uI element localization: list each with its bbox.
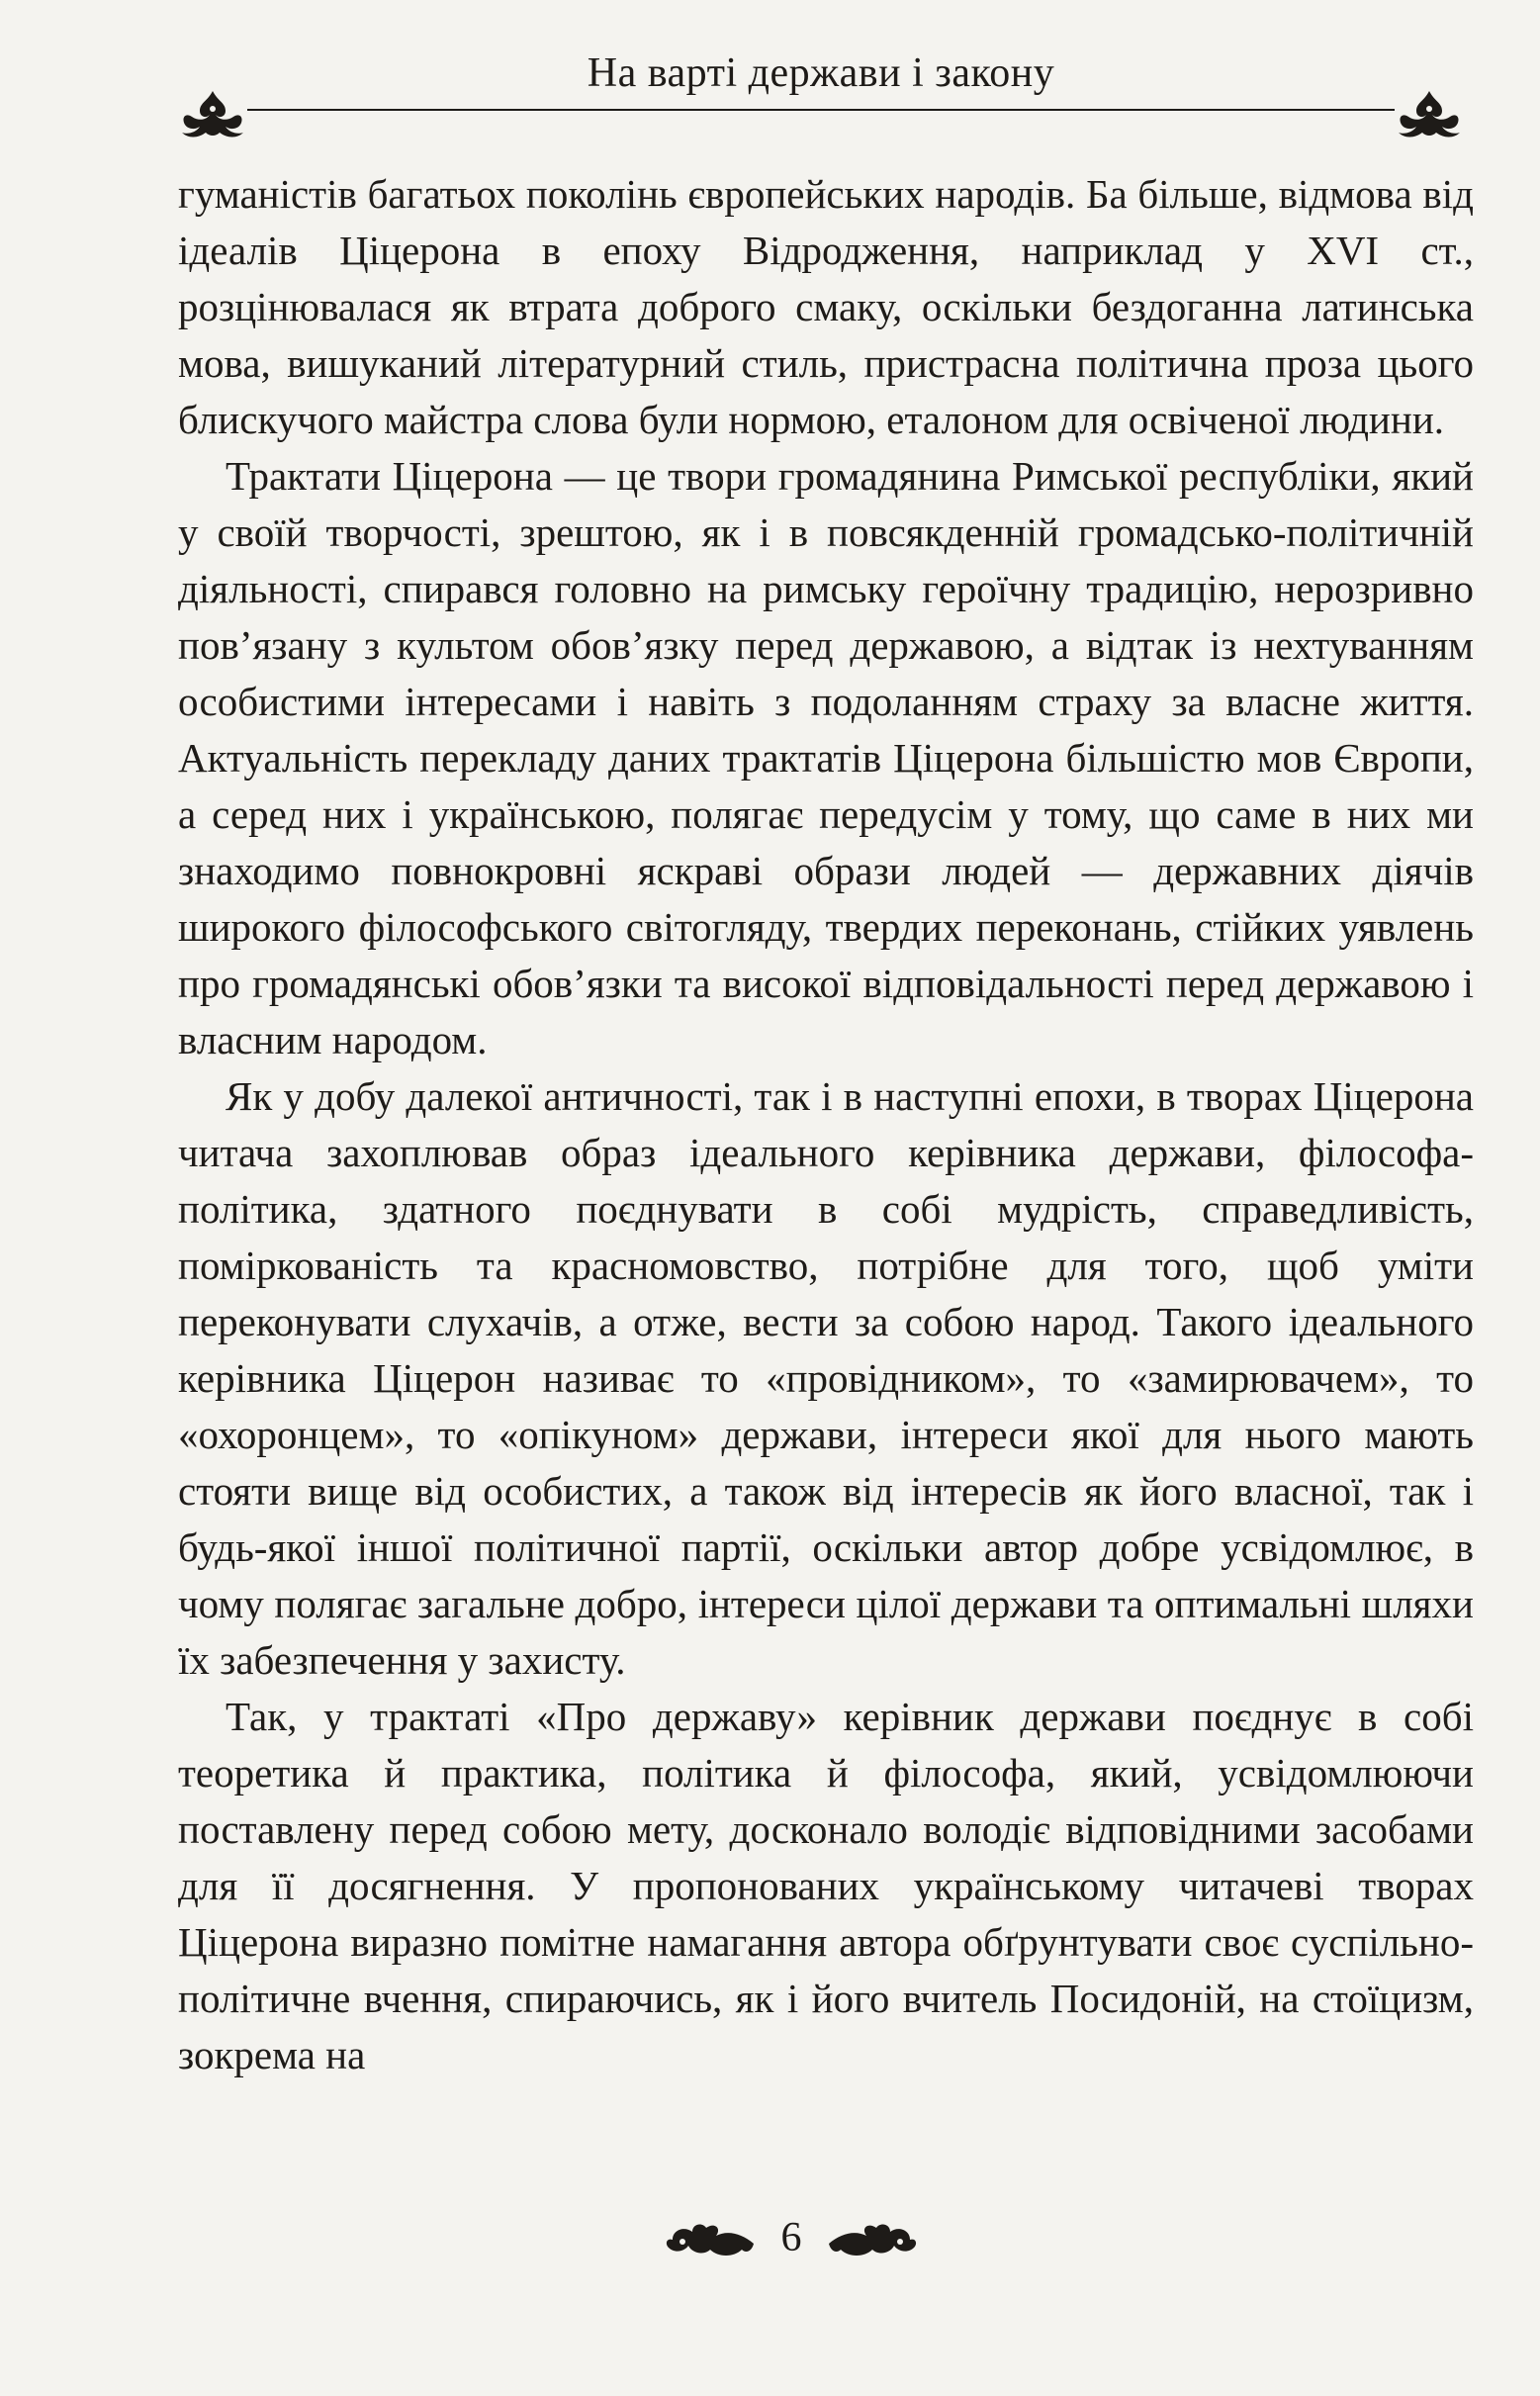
paragraph: гуманістів багатьох поколінь європейських народів. Ба більше, відмова від ідеалів Ціцерона в епоху Відродження, наприклад у XVI ст., розцінювалася як втрата доброго смаку, оскільки бездоганна латинська мова, вишуканий літературний стиль, пристрасна політична проза цього блискучого майстра слова були нормою, еталоном для освіченої людини. [178,171,1474,442]
page-footer [663,2208,920,2277]
body-text [178,166,1474,2083]
running-header [178,40,1464,129]
page-number: 6 [780,2215,802,2260]
paragraph: Так, у трактаті «Про державу» керівник держави поєднує в собі теоретика й практика, політика й філософа, який, усвідомлюючи поставлену перед собою мету, досконало володіє відповідними засобами для її досягнення. У пропонованих українському читачеві творах Ціцерона виразно помітне намагання автора обґрунтувати своє суспільно-політичне вчення, спираючись, як і його вчитель Посидоній, на стоїцизм, зокрема на [178,1694,1474,2077]
header-rule [247,109,1395,111]
leaf-scroll-ornament-icon [826,2220,920,2263]
header-title: На варті держави і закону [587,50,1055,96]
fleuron-ornament-icon [1395,87,1464,142]
paragraph: Трактати Ціцерона — це твори громадянина Римської республіки, який у своїй творчості, зрештою, як і в повсякденній громадсько-політичній діяльності, спирався головно на римську героїчну традицію, нерозривно пов’язану з культом обов’язку перед державою, а відтак із нехтуванням особистими інтересами і навіть з подоланням страху за власне життя. Актуальність перекладу даних трактатів Ціцерона більшістю мов Європи, а серед них і українською, полягає передусім у тому, що саме в них ми знаходимо повнокровні яскраві образи людей — державних діячів широкого філософського світогляду, твердих переконань, стійких уявлень про громадянські обов’язки та високої відповідальності перед державою і власним народом. [178,453,1474,1062]
paragraph: Як у добу далекої античності, так і в наступні епохи, в творах Ціцерона читача захоплював образ ідеального керівника держави, філософа-політика, здатного поєднувати в собі мудрість, справедливість, поміркованість та красномовство, потрібне для того, щоб уміти переконувати слухачів, а отже, вести за собою народ. Такого ідеального керівника Ціцерон називає то «провідником», то «замирювачем», то «охоронцем», то «опікуном» держави, інтереси якої для нього мають стояти вище від особистих, а також від інтересів як його власної, так і будь-якої іншої політичної партії, оскільки автор добре усвідомлює, в чому полягає загальне добро, інтереси цілої держави та оптимальні шляхи їх забезпечення у захисту. [178,1073,1474,1683]
